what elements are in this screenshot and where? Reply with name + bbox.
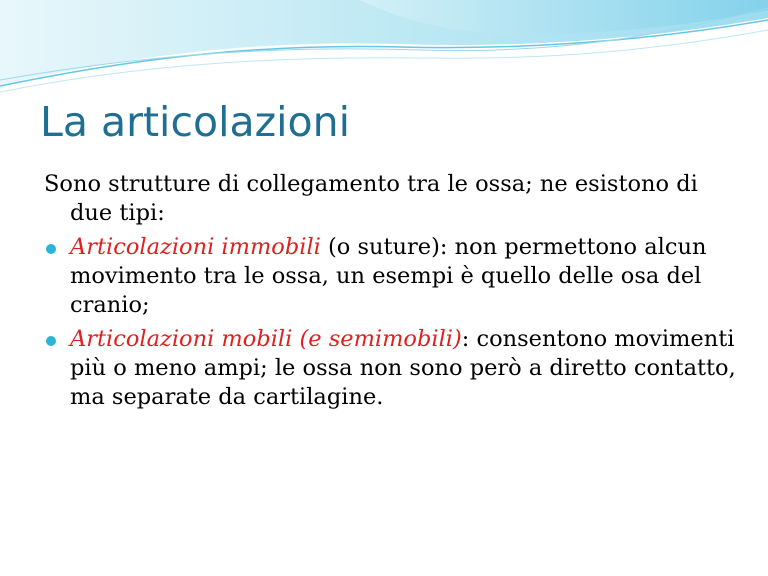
- bullet-dot-icon: [46, 244, 56, 254]
- header-wave-decoration: [0, 0, 768, 110]
- bullet-item-immobili: [44, 233, 744, 320]
- slide-body: [44, 170, 744, 417]
- bullet-emphasis: Articolazioni immobili: [70, 234, 321, 260]
- intro-paragraph: Sono strutture di collegamento tra le ossa; ne esistono di due tipi:: [44, 171, 698, 226]
- bullet-emphasis: Articolazioni mobili (e semimobili): [70, 326, 462, 352]
- bullet-text: : consentono movimenti più o meno ampi; le ossa non sono però a diretto contatto, ma separate da cartilagine.: [70, 326, 736, 410]
- bullet-dot-icon: [46, 336, 56, 346]
- slide-title: La articolazioni: [40, 98, 350, 146]
- bullet-text: (o suture): non permettono alcun movimento tra le ossa, un esempi è quello delle osa del cranio;: [70, 234, 707, 318]
- bullet-item-mobili: [44, 325, 744, 412]
